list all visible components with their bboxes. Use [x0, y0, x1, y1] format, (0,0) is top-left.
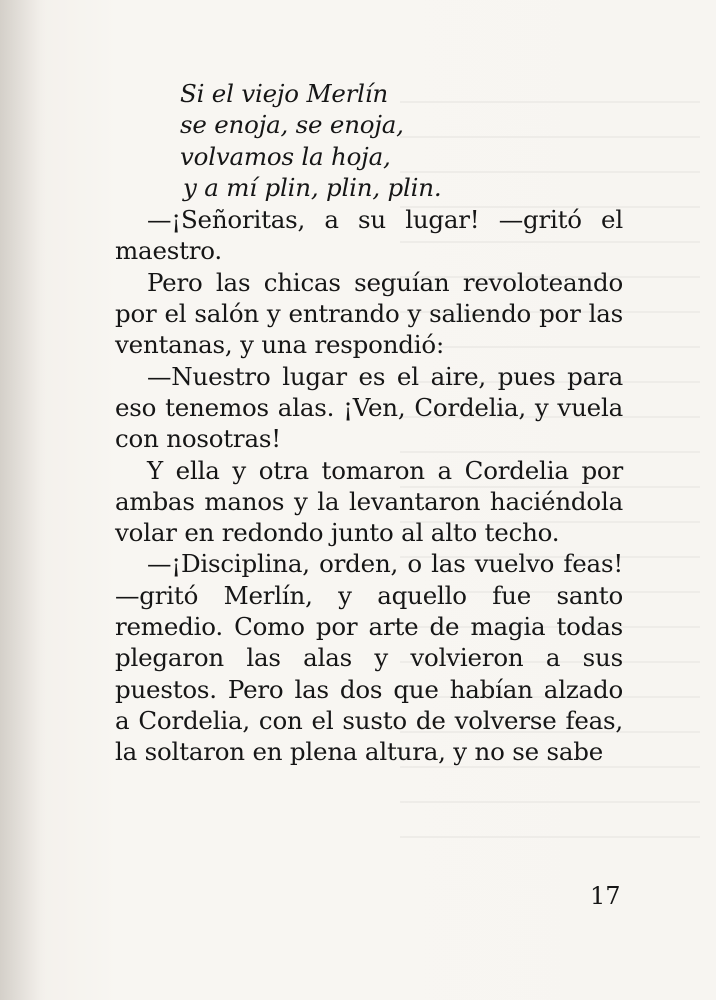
verse-stanza [180, 78, 623, 203]
verse-line: se enoja, se enoja, [180, 110, 404, 140]
verse-line: y a mí plin, plin, plin. [183, 172, 442, 202]
body-text [115, 78, 623, 768]
binding-gutter-shadow [0, 0, 46, 1000]
paragraph: Pero las chicas seguían revoloteando por el salón y entrando y saliendo por las ventanas, y una respondió: [115, 267, 623, 360]
verse-line: Si el viejo Merlín [180, 79, 388, 108]
paragraph: —¡Señoritas, a su lugar! —gritó el maestro. [115, 205, 623, 266]
paragraph: —¡Disciplina, orden, o las vuelvo feas! —gritó Merlín, y aquello fue santo remedio. Como por arte de magia todas plegaron las alas y volvieron a sus puestos. Pero las dos que habían alzado a Cordelia, con el susto de volverse feas, la soltaron en plena altura, y no se sabe [115, 549, 623, 767]
verse-line: volvamos la hoja, [180, 141, 391, 171]
paragraph: —Nuestro lugar es el aire, pues para eso tenemos alas. ¡Ven, Cordelia, y vuela con nosotras! [115, 361, 623, 454]
page-number: 17 [590, 882, 621, 910]
paragraph: Y ella y otra tomaron a Cordelia por ambas manos y la levantaron haciéndola volar en redondo junto al alto techo. [115, 455, 623, 548]
